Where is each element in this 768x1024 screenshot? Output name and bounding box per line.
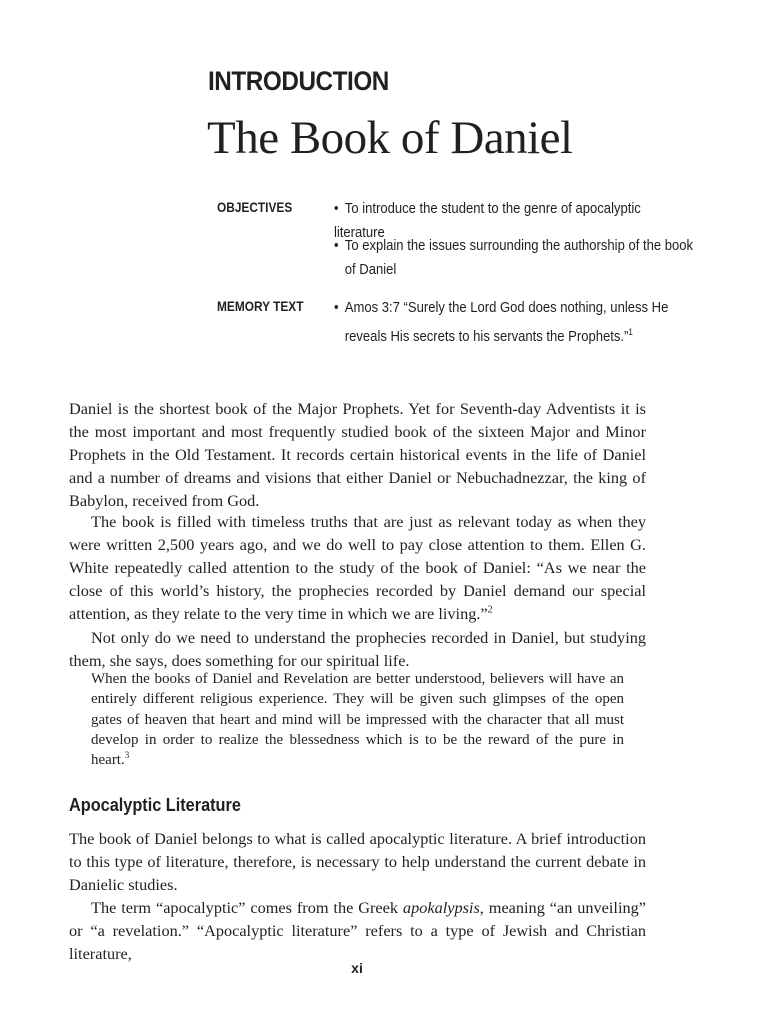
body-paragraph-2: The book is filled with timeless truths that are just as relevant today as when they were written 2,500 years ago, and we do well to pay close attention to them. Ellen G. White repeatedly called attention to the study of the book of Daniel: “As we near the close of this world’s history, the prophecies recorded by Daniel demand our special attention, as they relate to the very time in which we are living.”$^2$ bbox=[69, 512, 646, 623]
footnote-ref: 2 bbox=[487, 604, 493, 616]
objectives-label: OBJECTIVES bbox=[217, 200, 293, 215]
memory-text-item bbox=[334, 296, 694, 349]
block-quote: When the books of Daniel and Revelation are better understood, believers will have an entirely different religious experience. They will be given such glimpses of the open gates of heaven that heart and mind will be impressed with the character that all must develop in order to realize the blessedness which is to be the reward of the pure in heart.$^3$ bbox=[91, 671, 624, 769]
objective-text-continued: of Daniel bbox=[344, 262, 397, 278]
chapter-kicker: INTRODUCTION bbox=[208, 66, 389, 96]
footnote-ref: 1 bbox=[628, 327, 633, 337]
greek-term: apokalypsis bbox=[402, 898, 480, 917]
bullet: • bbox=[334, 300, 339, 316]
footnote-ref: 3 bbox=[124, 750, 130, 761]
section-heading: Apocalyptic Literature bbox=[69, 794, 241, 815]
memory-text-line: Amos 3:7 “Surely the Lord God does nothing, unless He bbox=[344, 300, 669, 316]
bullet: • bbox=[334, 238, 339, 254]
memory-text-label: MEMORY TEXT bbox=[217, 299, 304, 314]
objective-item-2 bbox=[334, 234, 694, 282]
page-number: xi bbox=[351, 960, 363, 976]
bullet: • bbox=[334, 201, 339, 217]
body-paragraph-3: Not only do we need to understand the prophecies recorded in Daniel, but studying them, she says, does something for our spiritual life. bbox=[69, 628, 646, 670]
section-paragraph-1: The book of Daniel belongs to what is called apocalyptic literature. A brief introduction to this type of literature, therefore, is necessary to help understand the current debate in Danielic studies. bbox=[69, 829, 646, 894]
chapter-title: The Book of Daniel bbox=[207, 112, 573, 164]
section-paragraph-2: The term “apocalyptic” comes from the Greek apokalypsis, meaning “an unveiling” or “a revelation.” “Apocalyptic literature” refers to a type of Jewish and Christian literature, bbox=[69, 898, 646, 963]
body-paragraph-1: Daniel is the shortest book of the Major Prophets. Yet for Seventh-day Adventists it is the most important and most frequently studied book of the sixteen Major and Minor Prophets in the Old Testament. It records certain historical events in the life of Daniel and a number of dreams and visions that either Daniel or Nebuchadnezzar, the king of Babylon, received from God. bbox=[69, 399, 646, 510]
objective-text: To explain the issues surrounding the authorship of the book bbox=[344, 238, 694, 254]
memory-text-line-continued: reveals His secrets to his servants the Prophets.”$^1$ bbox=[344, 327, 633, 345]
objective-text: To introduce the student to the genre of apocalyptic literature bbox=[334, 201, 641, 241]
